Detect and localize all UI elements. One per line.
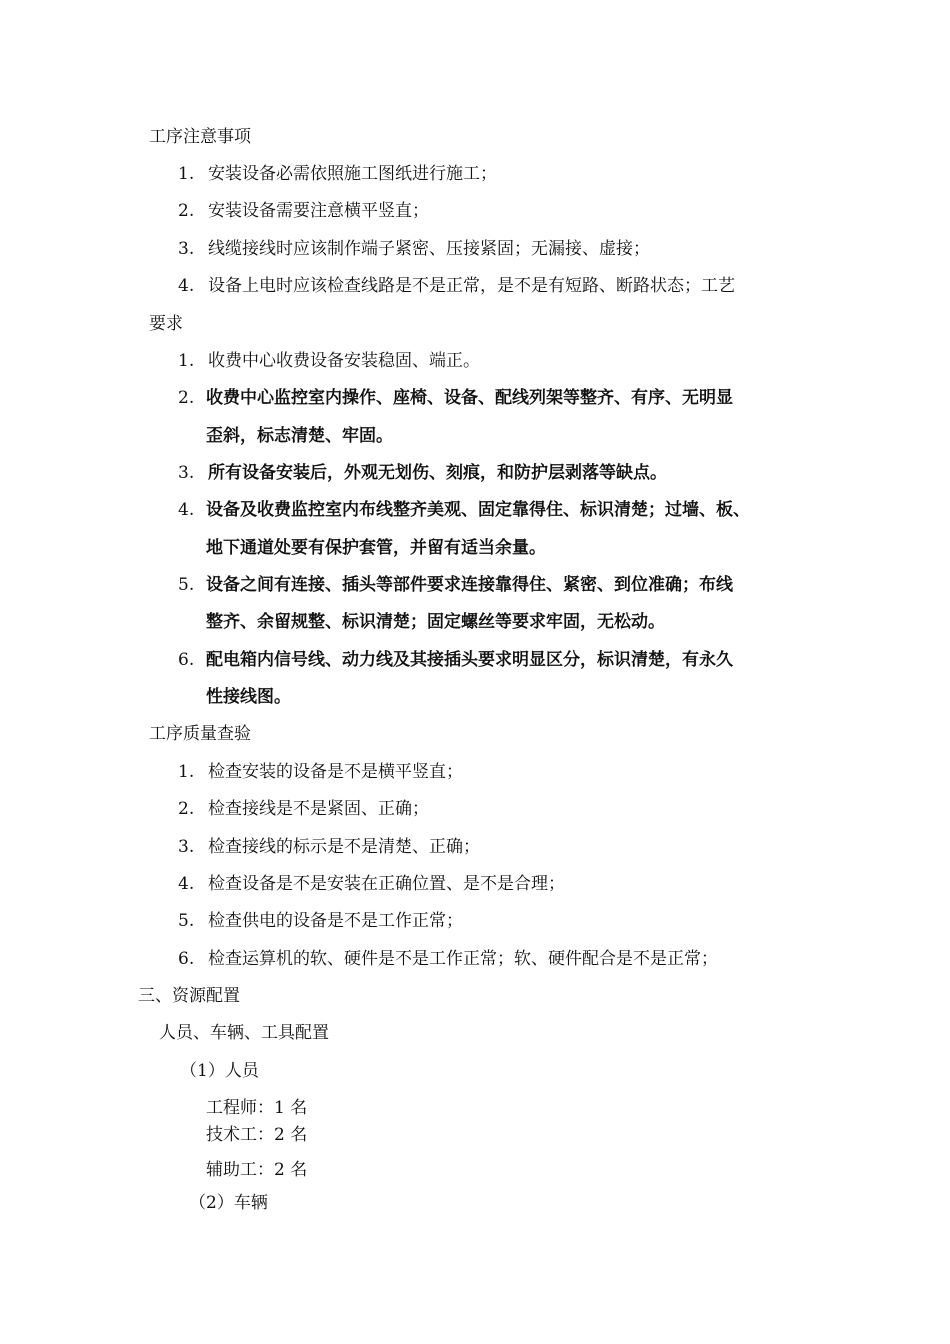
- list-text: 检查供电的设备是不是工作正常；: [208, 911, 463, 931]
- requirements-heading: 要求: [149, 314, 183, 334]
- list-number: 1.: [178, 762, 195, 782]
- list-item: [178, 761, 463, 783]
- list-text-continuation: 性接线图。: [206, 687, 291, 707]
- list-item: [178, 350, 480, 372]
- list-item: [178, 873, 565, 895]
- list-text: 检查设备是不是安装在正确位置、是不是合理；: [208, 874, 565, 894]
- list-number: 2.: [178, 388, 195, 408]
- list-item: [178, 462, 667, 484]
- list-text-continuation: 整齐、余留规整、标识清楚；固定螺丝等要求牢固，无松动。: [206, 612, 665, 632]
- list-text: 设备及收费监控室内布线整齐美观、固定靠得住、标识清楚；过墙、板、: [206, 500, 750, 520]
- list-text: 检查运算机的软、硬件是不是工作正常；软、硬件配合是不是正常；: [208, 949, 718, 969]
- resources-heading: 三、资源配置: [138, 986, 240, 1006]
- list-text: 设备之间有连接、插头等部件要求连接靠得住、紧密、到位准确；布线: [206, 575, 733, 595]
- list-text: 安装设备需要注意横平竖直；: [208, 201, 429, 221]
- list-text: 收费中心监控室内操作、座椅、设备、配线列架等整齐、有序、无明显: [206, 388, 733, 408]
- list-item: [178, 200, 429, 222]
- list-text: 收费中心收费设备安装稳固、端正。: [208, 351, 480, 371]
- list-number: 6.: [178, 949, 195, 969]
- list-number: 5.: [178, 911, 195, 931]
- list-number: 2.: [178, 799, 195, 819]
- list-item: [178, 910, 463, 932]
- list-number: 3.: [178, 463, 195, 483]
- list-text: 检查接线的标示是不是清楚、正确；: [208, 837, 480, 857]
- list-text-continuation: 地下通道处要有保护套管，并留有适当余量。: [206, 538, 546, 558]
- list-item: [178, 798, 429, 820]
- list-text: 线缆接线时应该制作端子紧密、压接紧固；无漏接、虚接；: [208, 239, 650, 259]
- list-number: 4.: [178, 874, 195, 894]
- list-item: [178, 574, 733, 596]
- list-number: 2.: [178, 201, 195, 221]
- list-text: 安装设备必需依照施工图纸进行施工；: [208, 164, 497, 184]
- list-text: 检查接线是不是紧固、正确；: [208, 799, 429, 819]
- list-number: 3.: [178, 837, 195, 857]
- personnel-item: 技术工：2 名: [206, 1125, 308, 1145]
- vehicles-heading: （2）车辆: [189, 1193, 268, 1213]
- list-text: 所有设备安装后，外观无划伤、刻痕，和防护层剥落等缺点。: [208, 463, 667, 483]
- list-item: [178, 387, 733, 409]
- list-number: 6.: [178, 650, 195, 670]
- list-item: [178, 163, 497, 185]
- personnel-heading: （1）人员: [180, 1061, 259, 1081]
- list-number: 4.: [178, 500, 195, 520]
- list-item: [178, 499, 750, 521]
- personnel-item: 工程师：1 名: [206, 1098, 308, 1118]
- resources-subheading: 人员、车辆、工具配置: [159, 1023, 329, 1043]
- list-text-continuation: 歪斜，标志清楚、牢固。: [206, 426, 393, 446]
- inspection-heading: 工序质量查验: [149, 724, 251, 744]
- personnel-item: 辅助工：2 名: [206, 1160, 308, 1180]
- list-item: [178, 275, 735, 297]
- list-number: 1.: [178, 351, 195, 371]
- list-item: [178, 649, 733, 671]
- list-item: [178, 836, 480, 858]
- list-number: 3.: [178, 239, 195, 259]
- list-text: 配电箱内信号线、动力线及其接插头要求明显区分，标识清楚，有永久: [206, 650, 733, 670]
- list-number: 5.: [178, 575, 195, 595]
- list-text: 检查安装的设备是不是横平竖直；: [208, 762, 463, 782]
- list-number: 4.: [178, 276, 195, 296]
- list-number: 1.: [178, 164, 195, 184]
- precautions-heading: 工序注意事项: [149, 127, 251, 147]
- list-item: [178, 948, 718, 970]
- list-item: [178, 238, 650, 260]
- list-text: 设备上电时应该检查线路是不是正常，是不是有短路、断路状态；工艺: [208, 276, 735, 296]
